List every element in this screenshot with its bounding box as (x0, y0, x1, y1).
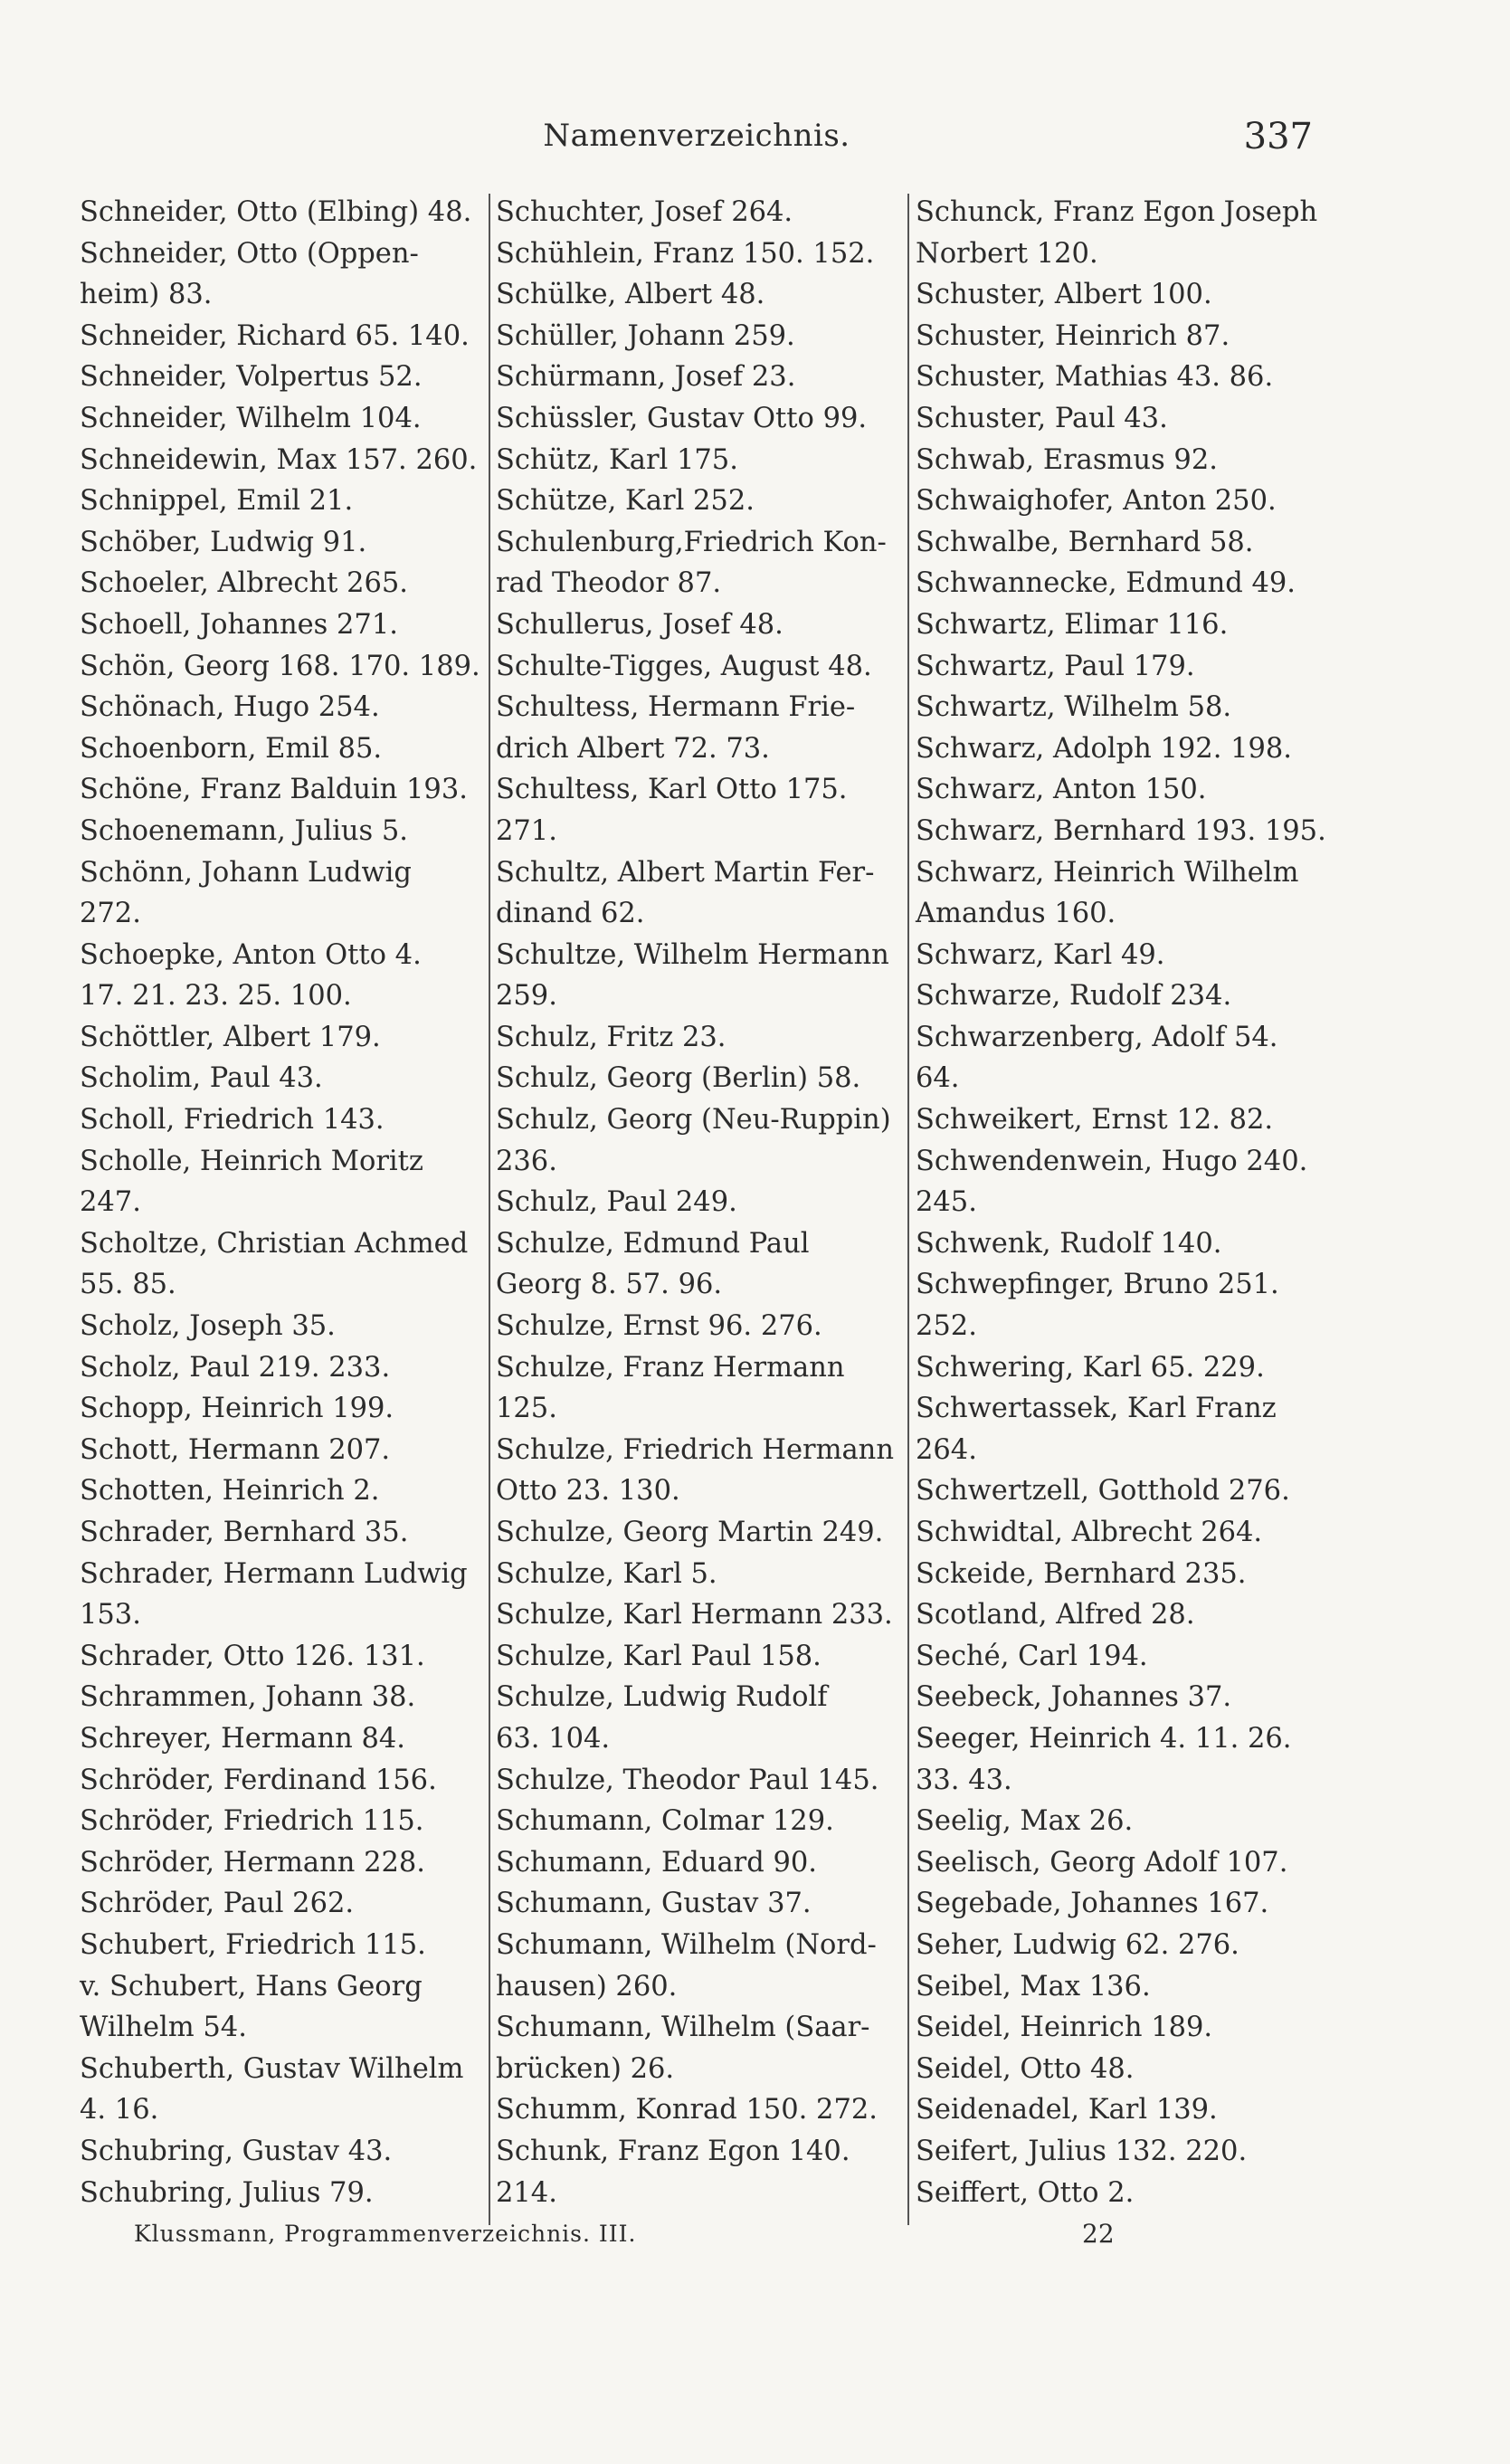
column-divider (489, 194, 490, 2225)
index-entry-line: Schwering, Karl 65. 229. (916, 1351, 1265, 1384)
index-entry-line: Schulze, Franz Hermann (496, 1351, 845, 1384)
index-entry-line: Schulenburg,Friedrich Kon- (496, 526, 887, 558)
footer-source: Klussmann, Programmenverzeichnis. III. (134, 2221, 637, 2247)
index-entry (80, 1760, 478, 1802)
index-entry-line: Seidel, Heinrich 189. (916, 2012, 1213, 2044)
index-entry (916, 1842, 1323, 1884)
index-entry-line: Schoepke, Anton Otto 4. (80, 938, 422, 971)
index-entry-line: 236. (496, 1145, 557, 1177)
index-entry (916, 2131, 1323, 2173)
index-entry (80, 1512, 478, 1554)
index-entry (496, 687, 898, 769)
index-entry-line: Schumann, Eduard 90. (496, 1846, 817, 1879)
index-entry-line: Schwab, Erasmus 92. (916, 443, 1218, 476)
index-entry (80, 769, 478, 811)
index-entry (916, 1223, 1323, 1265)
index-entry-line: Schweikert, Ernst 12. 82. (916, 1104, 1274, 1137)
index-entry-line: 259. (496, 980, 557, 1013)
index-entry-line: drich Albert 72. 73. (496, 732, 770, 765)
index-entry-line: Schopp, Heinrich 199. (80, 1393, 394, 1425)
index-entry (80, 398, 478, 440)
index-entry-line: Schöber, Ludwig 91. (80, 526, 367, 558)
index-entry-line: Scholz, Paul 219. 233. (80, 1351, 391, 1384)
index-entry-line: hausen) 260. (496, 1970, 678, 2003)
index-entry-line: Schöne, Franz Balduin 193. (80, 774, 468, 806)
index-entry (496, 233, 898, 275)
index-entry-line: Schröder, Paul 262. (80, 1888, 355, 1920)
index-entry-line: Seibel, Max 136. (916, 1970, 1151, 2003)
index-entry-line: Schulze, Ernst 96. 276. (496, 1310, 822, 1343)
index-entry-line: Scholl, Friedrich 143. (80, 1104, 385, 1137)
index-entry-line: Schulze, Friedrich Hermann (496, 1433, 894, 1466)
index-entry (496, 1925, 898, 2007)
index-entry-line: Amandus 160. (916, 898, 1116, 930)
index-entry (80, 357, 478, 398)
index-entry-line: Schreyer, Hermann 84. (80, 1722, 405, 1755)
index-entry-line: Schönn, Johann Ludwig (80, 856, 412, 889)
index-entry-line: Seidenadel, Karl 139. (916, 2094, 1218, 2126)
index-entry-line: 17. 21. 23. 25. 100. (80, 980, 352, 1013)
index-entry-line: Schulz, Georg (Neu-Ruppin) (496, 1104, 891, 1137)
index-entry-line: Schröder, Hermann 228. (80, 1846, 425, 1879)
index-entry (80, 192, 478, 233)
index-entry-line: dinand 62. (496, 898, 645, 930)
index-entry (916, 522, 1323, 564)
index-entry (80, 1430, 478, 1471)
index-entry-line: Schrammen, Johann 38. (80, 1681, 416, 1714)
index-entry (80, 687, 478, 728)
index-entry (916, 1718, 1323, 1801)
index-entry-line: Schulze, Edmund Paul (496, 1227, 810, 1260)
index-entry-line: Schoenemann, Julius 5. (80, 814, 408, 847)
index-entry-line: Seché, Carl 194. (916, 1640, 1148, 1672)
index-entry-line: 271. (496, 814, 557, 847)
index-entry-line: 33. 43. (916, 1764, 1012, 1796)
index-column-2 (496, 192, 898, 2213)
index-entry-line: Seifert, Julius 132. 220. (916, 2135, 1248, 2167)
index-entry-line: Seidel, Otto 48. (916, 2052, 1135, 2085)
index-entry-line: Schrader, Bernhard 35. (80, 1517, 409, 1548)
index-entry-line: Schuster, Heinrich 87. (916, 319, 1230, 352)
index-entry (496, 1760, 898, 1802)
index-entry-line: Schwidtal, Albrecht 264. (916, 1517, 1263, 1548)
index-entry (496, 1512, 898, 1554)
index-entry-line: Schumm, Konrad 150. 272. (496, 2094, 878, 2126)
index-entry (496, 604, 898, 646)
index-entry (80, 2131, 478, 2173)
index-entry-line: 55. 85. (80, 1269, 176, 1301)
index-entry (916, 1925, 1323, 1966)
index-entry (916, 480, 1323, 522)
index-entry (916, 2173, 1323, 2214)
index-entry (916, 728, 1323, 770)
index-entry-line: Schwarze, Rudolf 234. (916, 980, 1232, 1013)
index-entry-line: Schuster, Paul 43. (916, 402, 1168, 434)
index-entry (496, 316, 898, 357)
index-entry-line: Schwalbe, Bernhard 58. (916, 526, 1254, 558)
index-entry (916, 1470, 1323, 1512)
index-entry-line: Schüller, Johann 259. (496, 319, 795, 352)
index-entry-line: Schülke, Albert 48. (496, 279, 765, 311)
index-entry-line: Schulte-Tigges, August 48. (496, 650, 872, 682)
index-entry (916, 1099, 1323, 1141)
index-entry-line: Schönach, Hugo 254. (80, 691, 380, 724)
index-entry (916, 687, 1323, 728)
index-entry-line: Schneider, Volpertus 52. (80, 361, 423, 394)
index-entry (916, 1801, 1323, 1842)
index-entry (80, 1801, 478, 1842)
index-entry (80, 811, 478, 852)
index-entry (496, 1306, 898, 1347)
index-entry (916, 398, 1323, 440)
index-entry (80, 1677, 478, 1718)
index-entry (80, 563, 478, 604)
index-entry (496, 1554, 898, 1595)
index-entry (916, 2089, 1323, 2131)
index-entry (496, 1594, 898, 1636)
index-entry (916, 1017, 1323, 1099)
index-entry (80, 1718, 478, 1760)
index-entry (916, 1388, 1323, 1470)
index-entry-line: Schulze, Ludwig Rudolf (496, 1681, 828, 1714)
index-entry-line: Schrader, Otto 126. 131. (80, 1640, 425, 1672)
index-entry (80, 480, 478, 522)
index-column-1 (80, 192, 478, 2213)
index-entry (80, 728, 478, 770)
index-entry-line: Seeger, Heinrich 4. 11. 26. (916, 1722, 1292, 1755)
index-entry-line: Schulze, Georg Martin 249. (496, 1517, 884, 1548)
index-entry-line: 247. (80, 1186, 141, 1219)
index-entry (80, 1470, 478, 1512)
index-entry (496, 192, 898, 233)
index-entry (916, 1554, 1323, 1595)
index-entry (80, 1141, 478, 1223)
index-entry (916, 563, 1323, 604)
index-entry (496, 1430, 898, 1512)
index-entry (80, 646, 478, 688)
index-entry-line: Schultess, Karl Otto 175. (496, 774, 848, 806)
index-entry-line: 153. (80, 1599, 141, 1632)
index-entry-line: Schulze, Theodor Paul 145. (496, 1764, 879, 1796)
index-entry-line: Schulze, Karl Hermann 233. (496, 1599, 893, 1632)
index-entry (80, 1883, 478, 1925)
index-entry (916, 935, 1323, 976)
index-entry (496, 1677, 898, 1759)
index-entry (916, 769, 1323, 811)
index-entry-line: 245. (916, 1186, 977, 1219)
index-entry (496, 522, 898, 604)
footer-signature: 22 (1082, 2219, 1115, 2249)
index-entry (916, 2049, 1323, 2090)
index-entry (80, 1347, 478, 1389)
index-entry (496, 1182, 898, 1223)
index-entry-line: Schwannecke, Edmund 49. (916, 567, 1296, 600)
index-entry-line: Otto 23. 130. (496, 1475, 680, 1508)
index-entry (80, 1099, 478, 1141)
index-entry-line: Schwenk, Rudolf 140. (916, 1227, 1222, 1260)
index-entry (80, 1966, 478, 2049)
index-entry-line: Schwarz, Anton 150. (916, 774, 1207, 806)
page-title: Namenverzeichnis. (543, 118, 850, 154)
index-entry-line: Schwaighofer, Anton 250. (916, 485, 1277, 518)
index-entry (916, 1512, 1323, 1554)
index-entry-line: Schrader, Hermann Ludwig (80, 1557, 468, 1590)
index-entry (80, 1554, 478, 1636)
index-entry-line: Schneider, Otto (Oppen- (80, 237, 419, 270)
index-entry-line: Schürmann, Josef 23. (496, 361, 796, 394)
index-entry (496, 769, 898, 851)
index-entry-line: 264. (916, 1433, 977, 1466)
index-entry-line: Schuchter, Josef 264. (496, 196, 793, 228)
index-entry (80, 935, 478, 1017)
index-entry-line: Schwartz, Wilhelm 58. (916, 691, 1232, 724)
index-entry-line: Schwarz, Adolph 192. 198. (916, 732, 1292, 765)
index-entry (916, 1347, 1323, 1389)
index-entry (916, 1141, 1323, 1223)
index-entry-line: Scholle, Heinrich Moritz (80, 1145, 423, 1177)
index-entry-line: 63. 104. (496, 1722, 611, 1755)
index-entry-line: Schwarz, Bernhard 193. 195. (916, 814, 1326, 847)
index-entry-line: heim) 83. (80, 279, 213, 311)
index-entry (80, 1388, 478, 1430)
index-entry-line: Schoeler, Albrecht 265. (80, 567, 408, 600)
index-entry (80, 1636, 478, 1678)
index-entry (916, 1264, 1323, 1346)
index-entry-line: Schunck, Franz Egon Joseph (916, 196, 1318, 228)
index-entry-line: v. Schubert, Hans Georg (80, 1970, 423, 2003)
index-entry-line: Schnippel, Emil 21. (80, 485, 354, 518)
index-entry (496, 1017, 898, 1059)
index-entry-line: Wilhelm 54. (80, 2012, 247, 2044)
index-entry (80, 604, 478, 646)
index-entry-line: Sckeide, Bernhard 235. (916, 1557, 1247, 1590)
column-divider (907, 194, 909, 2225)
index-entry-line: Scotland, Alfred 28. (916, 1599, 1195, 1632)
index-entry (80, 316, 478, 357)
index-entry-line: Seebeck, Johannes 37. (916, 1681, 1232, 1714)
index-entry (80, 522, 478, 564)
index-entry-line: brücken) 26. (496, 2052, 675, 2085)
index-entry-line: Scholtze, Christian Achmed (80, 1227, 469, 1260)
index-entry-line: Schubert, Friedrich 115. (80, 1928, 426, 1961)
index-entry-line: 272. (80, 898, 141, 930)
index-entry (496, 1099, 898, 1182)
index-entry-line: Schulz, Georg (Berlin) 58. (496, 1062, 861, 1095)
index-entry (916, 646, 1323, 688)
index-entry-line: Schunk, Franz Egon 140. (496, 2135, 850, 2167)
index-entry-line: Schuberth, Gustav Wilhelm (80, 2052, 464, 2085)
index-entry (496, 357, 898, 398)
index-entry-line: 4. 16. (80, 2094, 159, 2126)
index-entry (80, 440, 478, 481)
index-entry-line: 64. (916, 1062, 960, 1095)
index-entry (496, 1058, 898, 1099)
index-entry (916, 1594, 1323, 1636)
index-entry-line: Schwartz, Elimar 116. (916, 608, 1229, 641)
index-entry-line: Seelig, Max 26. (916, 1805, 1134, 1838)
index-entry-line: Schön, Georg 168. 170. 189. (80, 650, 480, 682)
index-entry-line: Schwendenwein, Hugo 240. (916, 1145, 1308, 1177)
index-entry (80, 1058, 478, 1099)
index-entry-line: Schwertzell, Gotthold 276. (916, 1475, 1290, 1508)
index-entry-line: Schwarz, Karl 49. (916, 938, 1165, 971)
index-entry (916, 357, 1323, 398)
index-entry (916, 975, 1323, 1017)
index-entry (80, 1017, 478, 1059)
index-entry (916, 1883, 1323, 1925)
index-entry-line: Schwarz, Heinrich Wilhelm (916, 856, 1299, 889)
index-entry (496, 1636, 898, 1678)
index-entry-line: Seher, Ludwig 62. 276. (916, 1928, 1239, 1961)
index-entry (916, 274, 1323, 316)
index-entry (496, 480, 898, 522)
index-entry (496, 440, 898, 481)
index-entry-line: Schwartz, Paul 179. (916, 650, 1195, 682)
index-entry (916, 1677, 1323, 1718)
index-entry-line: Schneider, Otto (Elbing) 48. (80, 196, 472, 228)
index-entry-line: Norbert 120. (916, 237, 1098, 270)
index-entry (496, 398, 898, 440)
index-entry (916, 811, 1326, 852)
index-entry (496, 935, 898, 1017)
index-entry-line: Schuster, Mathias 43. 86. (916, 361, 1274, 394)
index-entry (916, 604, 1323, 646)
index-entry-line: Schulze, Karl Paul 158. (496, 1640, 821, 1672)
index-entry (916, 316, 1323, 357)
index-entry-line: Schoenborn, Emil 85. (80, 732, 383, 765)
index-entry-line: Schultze, Wilhelm Hermann (496, 938, 889, 971)
index-entry (80, 1925, 478, 1966)
index-entry-line: Schröder, Ferdinand 156. (80, 1764, 437, 1796)
index-entry (916, 440, 1323, 481)
index-entry (916, 852, 1323, 935)
index-entry-line: Schüssler, Gustav Otto 99. (496, 402, 868, 434)
index-entry (496, 1842, 898, 1884)
index-entry-line: Schneider, Wilhelm 104. (80, 402, 422, 434)
index-entry-line: 125. (496, 1393, 557, 1425)
index-entry-line: Scholim, Paul 43. (80, 1062, 323, 1095)
index-column-3 (916, 192, 1326, 2213)
index-entry-line: rad Theodor 87. (496, 567, 722, 600)
index-entry (496, 2007, 898, 2089)
index-entry (496, 2089, 898, 2131)
index-entry-line: Schneider, Richard 65. 140. (80, 319, 470, 352)
index-entry-line: Segebade, Johannes 167. (916, 1888, 1269, 1920)
page-number: 337 (1243, 116, 1313, 157)
index-entry-line: Schuster, Albert 100. (916, 279, 1212, 311)
index-entry (916, 192, 1323, 274)
index-entry-line: 252. (916, 1310, 977, 1343)
index-entry (496, 1347, 898, 1430)
index-entry (80, 2173, 478, 2214)
index-entry-line: Schulze, Karl 5. (496, 1557, 717, 1590)
index-entry-line: Schwarzenberg, Adolf 54. (916, 1021, 1278, 1053)
index-entry-line: Seelisch, Georg Adolf 107. (916, 1846, 1288, 1879)
index-entry-line: Schultz, Albert Martin Fer- (496, 856, 875, 889)
index-entry (80, 2049, 478, 2131)
index-entry-line: Schulz, Fritz 23. (496, 1021, 727, 1053)
index-entry-line: Schneidewin, Max 157. 260. (80, 443, 478, 476)
index-entry-line: Schotten, Heinrich 2. (80, 1475, 380, 1508)
index-entry-line: Schwepfinger, Bruno 251. (916, 1269, 1279, 1301)
index-entry (496, 646, 898, 688)
index-entry-line: Schütz, Karl 175. (496, 443, 738, 476)
index-entry-line: Schubring, Julius 79. (80, 2176, 374, 2209)
index-entry-line: Schumann, Colmar 129. (496, 1805, 834, 1838)
index-entry-line: Schoell, Johannes 271. (80, 608, 398, 641)
index-entry-line: Schütze, Karl 252. (496, 485, 755, 518)
index-entry (496, 1801, 898, 1842)
index-entry (916, 2007, 1323, 2049)
index-entry (80, 852, 478, 935)
index-entry (80, 1223, 478, 1306)
index-entry-line: Scholz, Joseph 35. (80, 1310, 336, 1343)
index-entry (80, 1842, 478, 1884)
index-entry-line: Schott, Hermann 207. (80, 1433, 391, 1466)
index-entry-line: 214. (496, 2176, 557, 2209)
index-entry-line: Schumann, Wilhelm (Nord- (496, 1928, 877, 1961)
index-entry (916, 1966, 1323, 2008)
index-entry-line: Schühlein, Franz 150. 152. (496, 237, 875, 270)
index-entry (80, 233, 478, 316)
index-entry-line: Schumann, Wilhelm (Saar- (496, 2012, 870, 2044)
index-entry-line: Schöttler, Albert 179. (80, 1021, 381, 1053)
index-entry-line: Schubring, Gustav 43. (80, 2135, 393, 2167)
index-entry-line: Schwertassek, Karl Franz (916, 1393, 1277, 1425)
index-entry-line: Schullerus, Josef 48. (496, 608, 783, 641)
index-entry (496, 2131, 898, 2213)
index-entry (496, 274, 898, 316)
index-entry-line: Schultess, Hermann Frie- (496, 691, 856, 724)
index-entry (80, 1306, 478, 1347)
index-entry (496, 1223, 898, 1306)
index-entry (496, 1883, 898, 1925)
index-entry-line: Schumann, Gustav 37. (496, 1888, 812, 1920)
index-entry (496, 852, 898, 935)
index-entry (916, 1636, 1323, 1678)
index-entry-line: Georg 8. 57. 96. (496, 1269, 723, 1301)
index-entry-line: Seiffert, Otto 2. (916, 2176, 1135, 2209)
index-entry-line: Schröder, Friedrich 115. (80, 1805, 424, 1838)
index-entry-line: Schulz, Paul 249. (496, 1186, 737, 1219)
